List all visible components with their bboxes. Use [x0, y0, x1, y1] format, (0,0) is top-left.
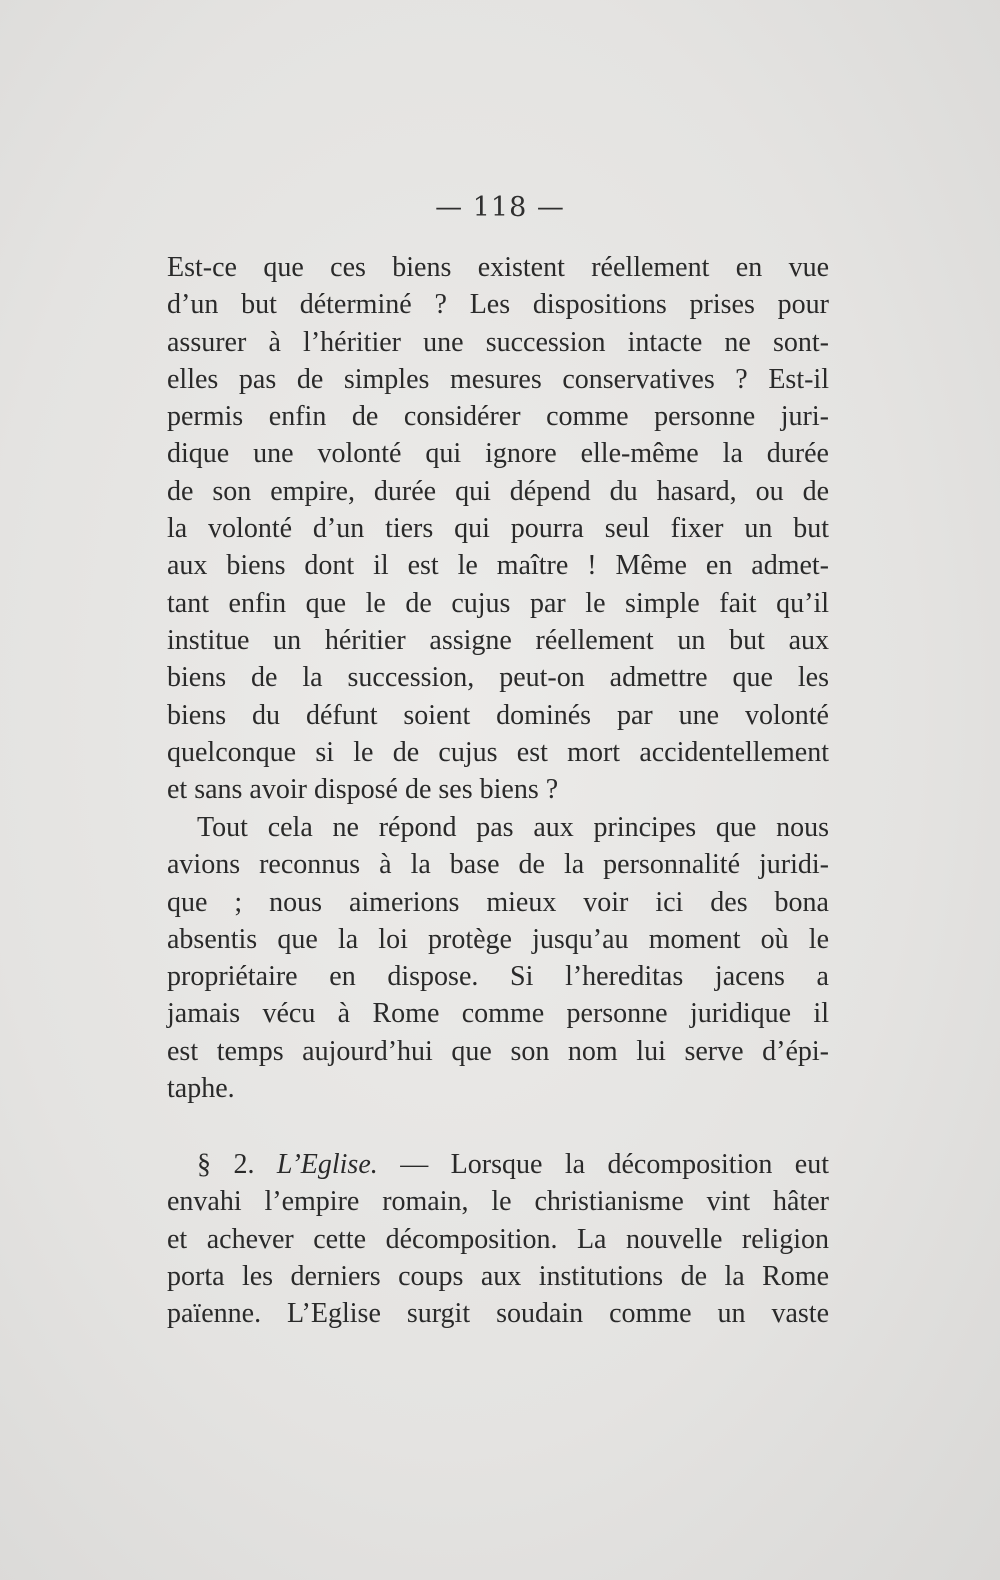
text-line: propriétaire en dispose. Si l’hereditas jacens a	[167, 961, 829, 993]
paragraph-1	[167, 249, 829, 808]
paragraph-2	[167, 809, 829, 1107]
text-line: biens de la succession, peut-on admettre que les	[167, 662, 829, 694]
text-line: jamais vécu à Rome comme personne juridique il	[167, 998, 829, 1030]
text-line: elles pas de simples mesures conservatives ? Est-il	[167, 363, 829, 395]
text-line: biens du défunt soient dominés par une volonté	[167, 699, 829, 731]
section-mark: § 2.	[197, 1149, 255, 1180]
section-first-line-text: — Lorsque la décomposition eut	[400, 1149, 830, 1180]
text-line: permis enfin de considérer comme personne juri-	[167, 401, 829, 433]
text-line: que ; nous aimerions mieux voir ici des bona	[167, 886, 829, 918]
text-line: Est-ce que ces biens existent réellement en vue	[167, 252, 829, 283]
section-heading-line	[167, 1146, 829, 1183]
text-line: dique une volonté qui ignore elle-même la durée	[167, 438, 829, 470]
text-line: et sans avoir disposé de ses biens ?	[167, 774, 559, 806]
text-line: absentis que la loi protège jusqu’au moment où le	[167, 923, 829, 955]
paragraph-3	[167, 1146, 829, 1332]
text-line: institue un héritier assigne réellement un but aux	[167, 624, 829, 656]
text-line: taphe.	[167, 1073, 235, 1105]
text-line: avions reconnus à la base de la personnalité juridi-	[167, 849, 829, 881]
text-line: tant enfin que le de cujus par le simple fait qu’il	[167, 587, 829, 619]
text-line: païenne. L’Eglise surgit soudain comme un vaste	[167, 1298, 829, 1330]
section-title: L’Eglise.	[276, 1149, 378, 1180]
text-line: Tout cela ne répond pas aux principes que nous	[197, 812, 829, 843]
text-line: assurer à l’héritier une succession intacte ne sont-	[167, 326, 829, 358]
text-line: la volonté d’un tiers qui pourra seul fixer un but	[167, 513, 829, 545]
text-line: porta les derniers coups aux institutions de la Rome	[167, 1260, 829, 1292]
text-line: d’un but déterminé ? Les dispositions prises pour	[167, 289, 829, 321]
text-line: quelconque si le de cujus est mort accidentellement	[167, 736, 829, 768]
text-line: et achever cette décomposition. La nouvelle religion	[167, 1223, 829, 1255]
text-line: envahi l’empire romain, le christianisme vint hâter	[167, 1186, 829, 1218]
page-number: — 118 —	[435, 192, 565, 223]
text-line: aux biens dont il est le maître ! Même en admet-	[167, 550, 829, 582]
text-line: de son empire, durée qui dépend du hasard, ou de	[167, 475, 829, 507]
text-line: est temps aujourd’hui que son nom lui serve d’épi-	[167, 1035, 829, 1067]
